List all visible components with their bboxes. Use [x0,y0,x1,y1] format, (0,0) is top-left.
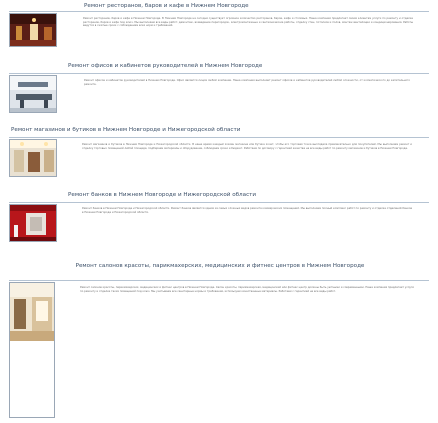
service-item [0,182,438,256]
service-title-link[interactable]: Ремонт ресторанов, баров и кафе в Нижнем Новгороде [84,3,249,9]
divider [9,11,429,12]
service-title-link[interactable]: Ремонт магазинов и бутиков в Нижнем Новгороде и Нижегородской области [11,127,241,133]
bank-interior-image [10,205,57,242]
service-thumbnail[interactable] [9,13,57,47]
service-thumbnail[interactable] [9,75,57,113]
service-item [0,256,438,423]
divider [9,202,429,203]
restaurant-interior-image [10,14,57,47]
service-thumbnail[interactable] [9,282,55,418]
divider [9,73,429,74]
salon-interior-image [10,283,55,418]
service-item [0,54,438,124]
service-description: Ремонт ресторанов, баров и кафе в Нижнем Новгороде. В Нижнем Новгороде на сегодня существует огромное количество ресторанов, баров, кафе и столовых. Наша компания предлагает своим клиентам услуги по ремонту и отделке ресторанов, баров и кафе под ключ. Мы выполняем все виды работ: демонтаж, возведение перегородок, электромонтажные и сантехнические работы, отделку стен, потолков и полов, монтаж вентиляции и кондиционирования. Работы ведутся в сжатые сроки с соблюдением всех норм и требований. [83,17,413,28]
service-description: Ремонт офисов и кабинетов руководителей в Нижнем Новгороде. Офис является лицом любой компании. Наша компания выполняет ремонт офисов и кабинетов руководителей любой сложности, от косметического до капитального ремонта. [84,79,410,86]
service-title-link[interactable]: Ремонт офисов и кабинетов руководителей в Нижнем Новгороде [68,63,263,69]
service-title-link[interactable]: Ремонт салонов красоты, парикмахерских, медицинских и фитнес центров в Нижнем Новгороде [75,263,365,269]
service-thumbnail[interactable] [9,139,57,177]
service-title-link[interactable]: Ремонт банков в Нижнем Новгороде и Нижегородской области [68,192,257,198]
service-thumbnail[interactable] [9,204,57,242]
office-interior-image [10,76,57,113]
service-description: Ремонт магазинов и бутиков в Нижнем Новгороде и Нижегородской области. В наше время каждый хозяин магазина или бутика хочет, чтобы его торговая точка выглядела привлекательно для покупателей. Мы выполняем ремонт и отделку торговых помещений любой площади, подбираем материалы и оборудование, соблюдаем сроки и бюджет. Работаем по договору с гарантией качества на все виды работ по ремонту магазинов и бутиков в Нижнем Новгороде. [82,143,412,150]
service-item [0,120,438,190]
service-description: Ремонт банков в Нижнем Новгороде и Нижегородской области. Ремонт банков является одним из самых сложных видов ремонта коммерческих помещений. Мы выполняем полный комплекс работ по ремонту и отделке отделений банков в Нижнем Новгороде и Нижегородской области. [82,207,412,214]
shop-interior-image [10,140,57,177]
divider [9,137,429,138]
service-description: Ремонт салонов красоты, парикмахерских, медицинских и фитнес центров в Нижнем Новгороде. Салон красоты, парикмахерская, медицинский или фитнес центр должны быть уютными и современными. Наша компания предлагает услуги по ремонту и отделке таких помещений под ключ. Мы учитываем все санитарные нормы и требования, используем качественные материалы. Работаем с гарантией на все виды работ. [80,286,414,293]
divider [9,280,429,281]
